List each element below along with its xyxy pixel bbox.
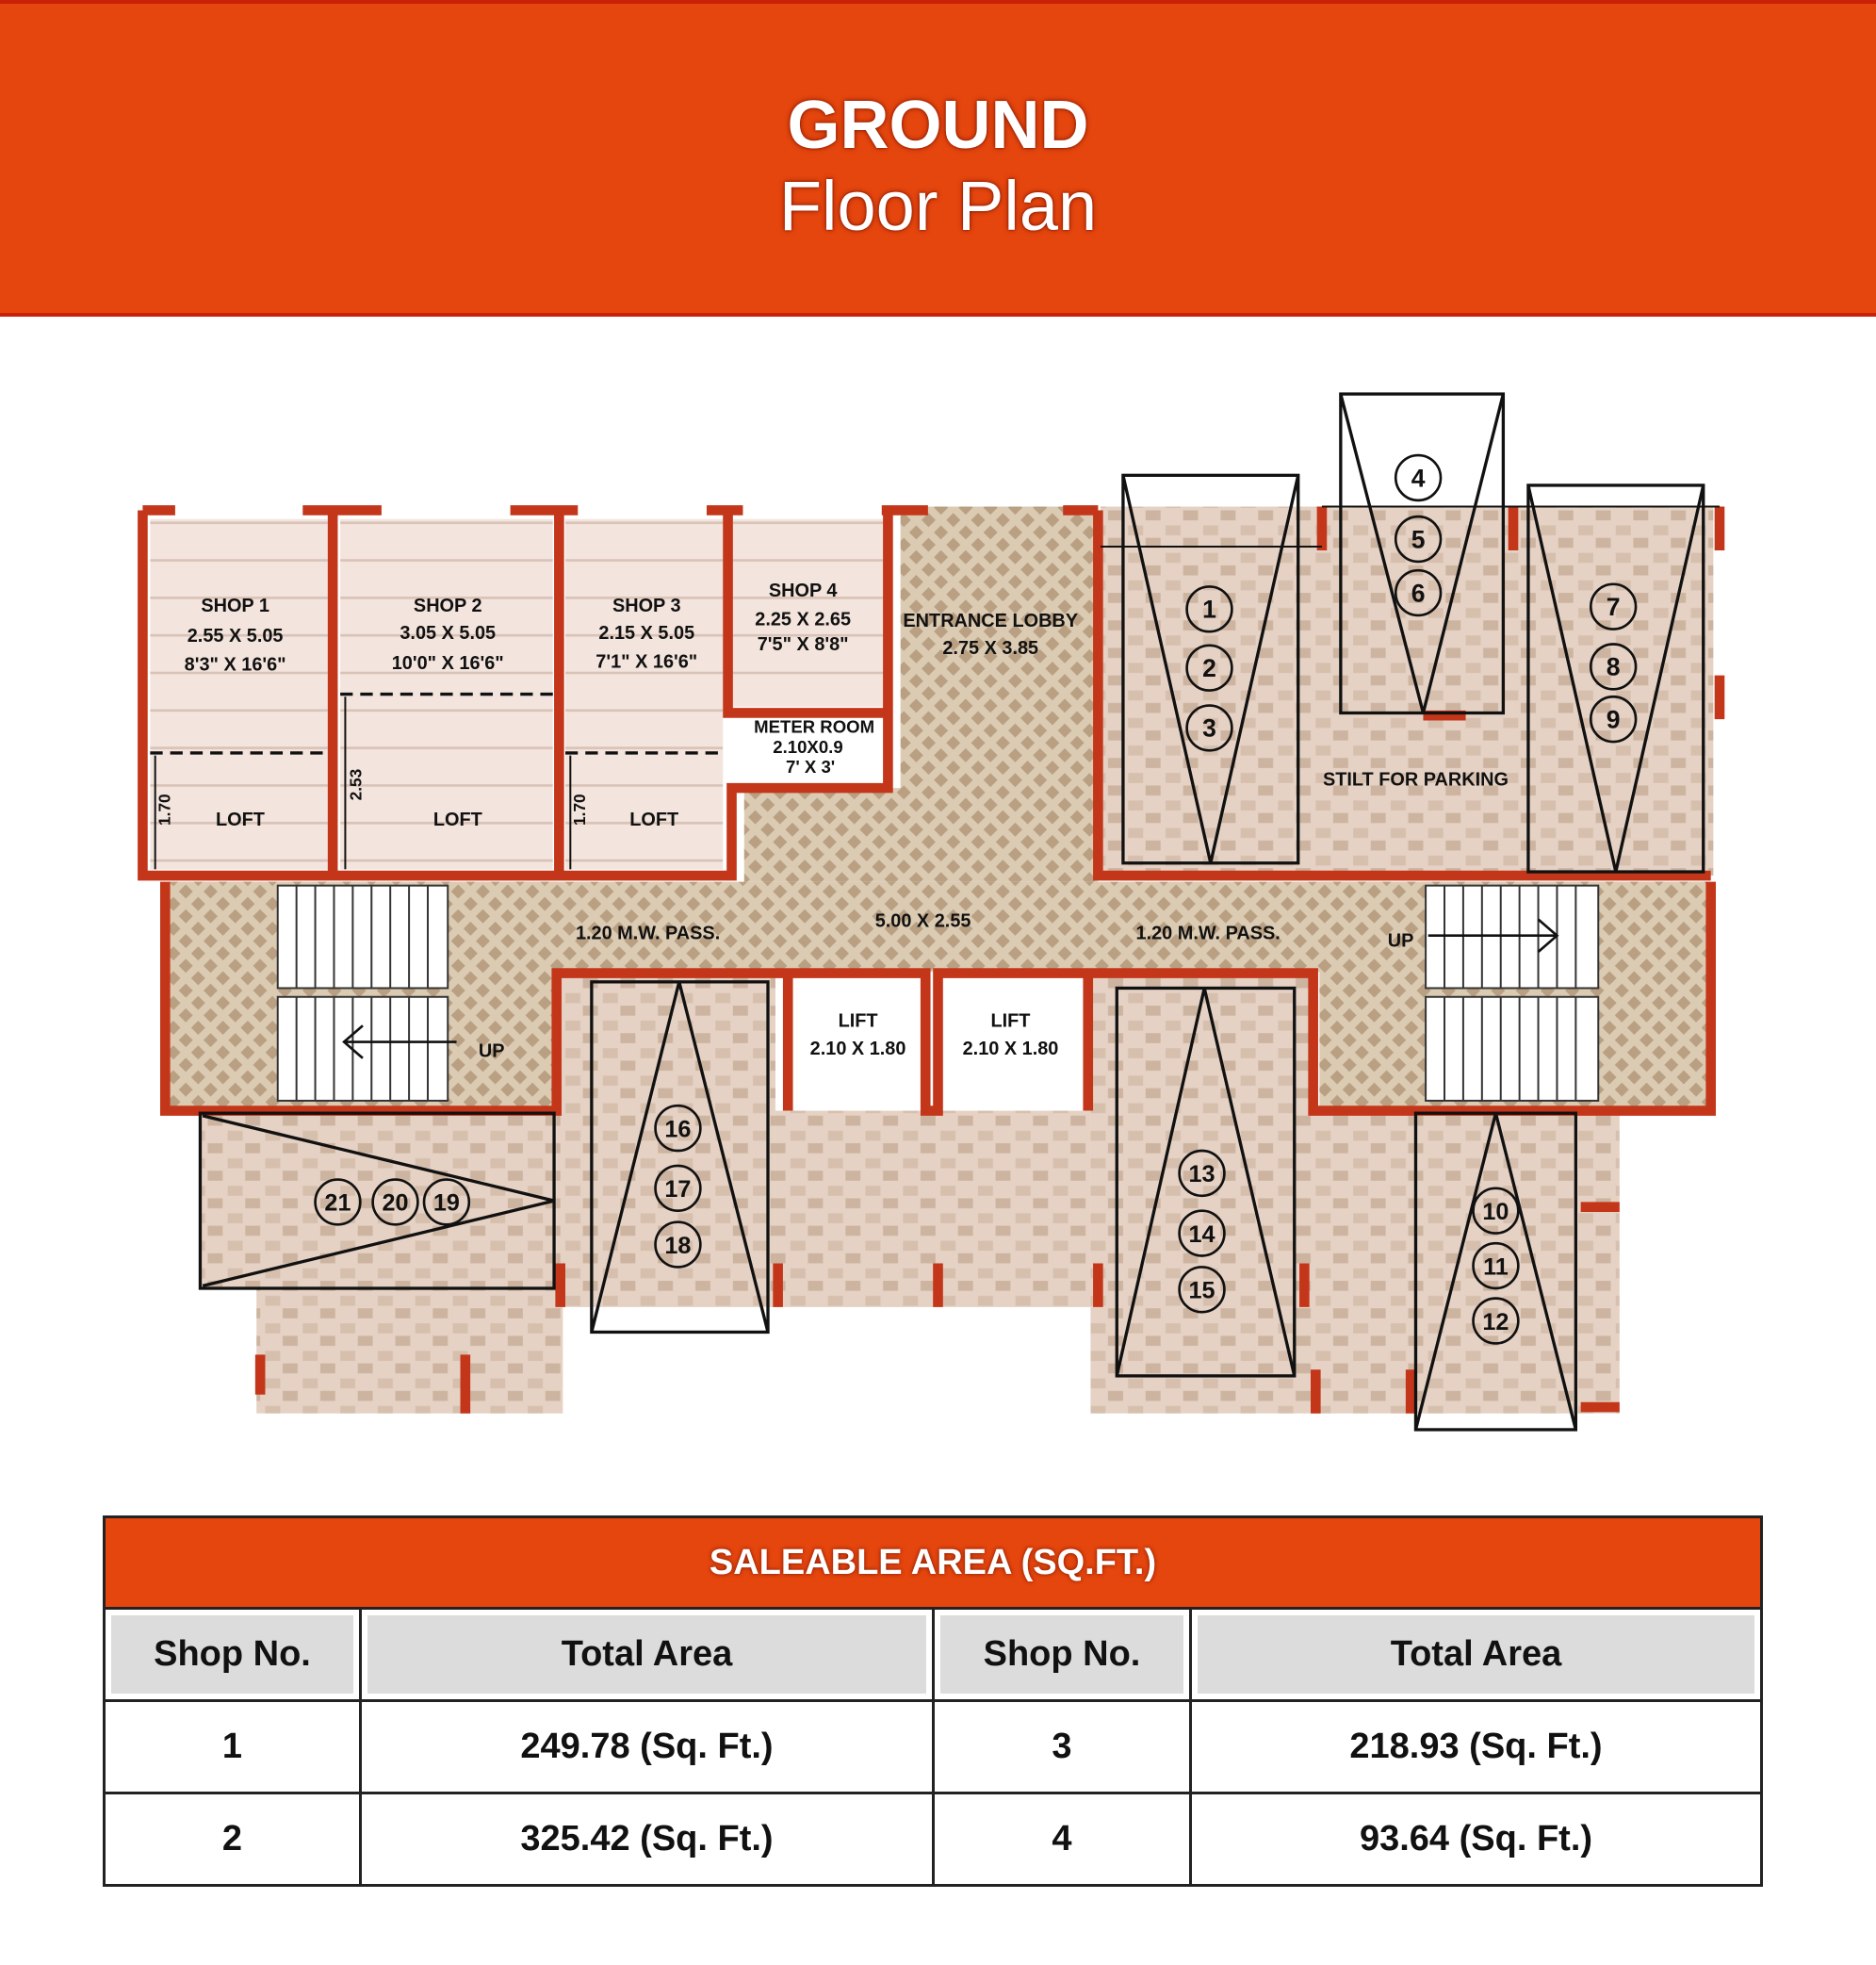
total-area: 325.42 (Sq. Ft.)	[362, 1794, 935, 1884]
svg-text:10: 10	[1482, 1199, 1509, 1226]
up-label-right: UP	[1387, 930, 1414, 952]
svg-text:7: 7	[1606, 592, 1621, 621]
total-area: 93.64 (Sq. Ft.)	[1359, 1819, 1593, 1859]
svg-text:8'3" X 16'6": 8'3" X 16'6"	[184, 654, 286, 676]
passage-left-label: 1.20 M.W. PASS.	[575, 923, 721, 944]
svg-text:2.15 X 5.05: 2.15 X 5.05	[598, 623, 695, 645]
table-header-row	[106, 1610, 1760, 1702]
svg-text:ENTRANCE LOBBY: ENTRANCE LOBBY	[903, 610, 1079, 631]
shop-number: 2	[106, 1794, 362, 1884]
svg-text:18: 18	[664, 1232, 692, 1259]
svg-text:8: 8	[1606, 652, 1621, 681]
column-header: Total Area	[367, 1615, 926, 1694]
svg-text:SHOP 4: SHOP 4	[768, 581, 838, 602]
svg-text:14: 14	[1188, 1220, 1215, 1248]
shop-4-label	[755, 581, 851, 655]
svg-text:1: 1	[1202, 595, 1216, 624]
svg-text:9: 9	[1606, 705, 1621, 734]
column-header: Total Area	[1198, 1615, 1754, 1694]
svg-text:2.10 X 1.80: 2.10 X 1.80	[809, 1038, 906, 1059]
svg-text:4: 4	[1411, 464, 1426, 493]
central-area-label: 5.00 X 2.55	[874, 910, 971, 932]
svg-text:16: 16	[664, 1116, 692, 1143]
parking-spot	[1395, 455, 1441, 500]
svg-text:SHOP 2: SHOP 2	[413, 595, 482, 616]
svg-text:2: 2	[1202, 654, 1216, 683]
svg-text:7' X 3': 7' X 3'	[786, 757, 836, 778]
saleable-area-table	[103, 1515, 1763, 1887]
svg-text:2.25 X 2.65: 2.25 X 2.65	[755, 609, 852, 630]
column-header: Shop No.	[111, 1615, 353, 1694]
svg-text:3.05 X 5.05: 3.05 X 5.05	[400, 623, 497, 645]
loft-height-1: 1.70	[155, 794, 174, 826]
shop-number: 1	[106, 1702, 362, 1792]
loft-height-2: 2.53	[346, 768, 366, 801]
table-title: SALEABLE AREA (SQ.FT.)	[106, 1518, 1760, 1610]
svg-text:LIFT: LIFT	[838, 1010, 878, 1032]
svg-text:17: 17	[664, 1176, 692, 1204]
svg-text:7'1" X 16'6": 7'1" X 16'6"	[595, 651, 698, 673]
svg-text:2.10X0.9: 2.10X0.9	[773, 736, 843, 757]
svg-text:13: 13	[1188, 1161, 1215, 1188]
header-subtitle: Floor Plan	[778, 167, 1098, 245]
svg-text:2.10 X 1.80: 2.10 X 1.80	[962, 1038, 1059, 1059]
svg-text:METER ROOM: METER ROOM	[754, 716, 875, 737]
svg-text:7'5" X 8'8": 7'5" X 8'8"	[757, 634, 849, 656]
svg-text:5: 5	[1411, 525, 1426, 554]
svg-text:21: 21	[324, 1189, 351, 1217]
svg-text:3: 3	[1202, 713, 1216, 743]
column-header: Shop No.	[940, 1615, 1183, 1694]
svg-text:10'0" X 16'6": 10'0" X 16'6"	[391, 653, 504, 675]
svg-text:LIFT: LIFT	[990, 1010, 1031, 1032]
svg-text:12: 12	[1482, 1308, 1509, 1335]
svg-text:19: 19	[432, 1189, 460, 1217]
svg-text:2.55 X 5.05: 2.55 X 5.05	[187, 625, 284, 647]
svg-text:20: 20	[382, 1189, 409, 1217]
svg-text:11: 11	[1483, 1253, 1509, 1281]
header-title: GROUND	[787, 88, 1089, 163]
total-area: 249.78 (Sq. Ft.)	[362, 1702, 935, 1792]
svg-text:6: 6	[1411, 579, 1426, 608]
shop-number: 4	[935, 1794, 1192, 1884]
svg-text:SHOP 1: SHOP 1	[201, 595, 269, 616]
svg-text:SHOP 3: SHOP 3	[612, 595, 681, 616]
loft-label-3: LOFT	[629, 809, 679, 830]
loft-label-2: LOFT	[432, 809, 482, 830]
loft-height-3: 1.70	[570, 794, 590, 826]
stilt-parking-label: STILT FOR PARKING	[1322, 769, 1509, 791]
loft-label-1: LOFT	[215, 809, 265, 830]
shop-number: 3	[935, 1702, 1192, 1792]
table-row	[106, 1794, 1760, 1884]
svg-text:2.75 X 3.85: 2.75 X 3.85	[942, 638, 1039, 660]
passage-right-label: 1.20 M.W. PASS.	[1135, 923, 1281, 944]
total-area: 218.93 (Sq. Ft.)	[1349, 1727, 1603, 1766]
table-row	[106, 1702, 1760, 1794]
up-label-left: UP	[478, 1040, 505, 1062]
svg-text:15: 15	[1188, 1277, 1215, 1304]
